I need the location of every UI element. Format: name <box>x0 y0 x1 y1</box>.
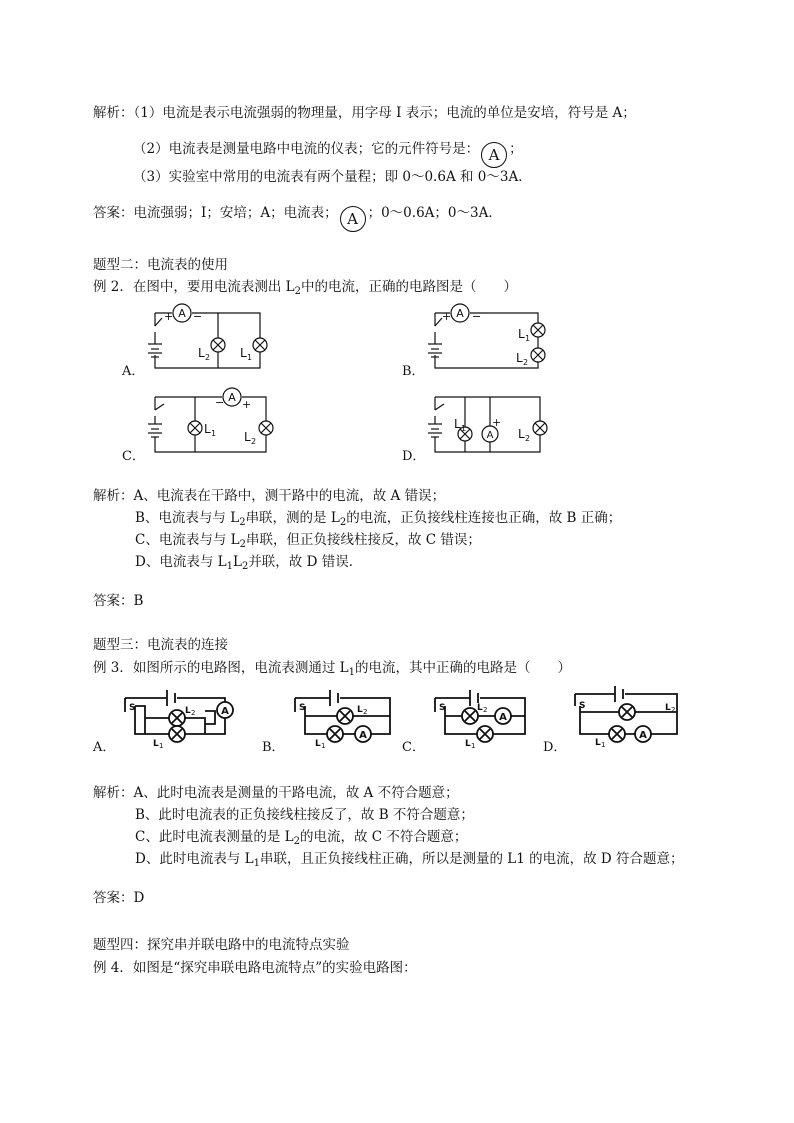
option3-d-label: D． <box>543 740 567 755</box>
svg-text:L: L <box>244 430 251 444</box>
svg-text:L: L <box>204 422 211 436</box>
option-b-label: B． <box>402 364 425 379</box>
svg-text:L: L <box>477 703 483 713</box>
svg-text:L: L <box>454 417 461 431</box>
svg-text:L: L <box>516 351 523 365</box>
svg-text:−: − <box>193 310 203 323</box>
option-d-label: D． <box>402 449 426 464</box>
svg-text:L: L <box>315 739 321 749</box>
circuit-3c <box>425 686 545 751</box>
svg-text:L: L <box>357 705 363 715</box>
svg-text:L: L <box>518 427 525 441</box>
circuit-2d <box>420 384 560 464</box>
section2-question: 例 2．在图中，要用电流表测出 $L_2$中的电流，正确的电路图是（ ） <box>93 279 518 297</box>
svg-text:L: L <box>465 739 471 749</box>
analysis3-line-a: 解析：A、此时电流表是测量的干路电流，故 A 不符合题意； <box>93 785 459 801</box>
svg-text:2: 2 <box>205 353 211 362</box>
answer1: 答案：电流强弱；I；安培；A；电流表； A ；0～0.6A；0～3A． <box>93 204 502 232</box>
option-c-label: C． <box>122 449 145 464</box>
circuit-2c <box>140 384 280 464</box>
analysis2-line-b: B、电流表与与 $L_2$串联，测的是 $L_2$的电流，正负接线柱连接也正确，故 B 正确； <box>135 510 622 528</box>
svg-text:2: 2 <box>671 706 676 714</box>
option-a-label: A． <box>122 364 145 379</box>
svg-text:S: S <box>299 703 306 713</box>
svg-text:2: 2 <box>523 358 529 367</box>
svg-text:1: 1 <box>601 741 606 749</box>
svg-text:+: + <box>442 310 452 323</box>
section3-title: 题型三：电流表的连接 <box>93 637 228 653</box>
svg-text:+: + <box>164 310 174 323</box>
section2-title: 题型二：电流表的使用 <box>93 257 228 273</box>
svg-text:1: 1 <box>471 742 476 750</box>
svg-text:A: A <box>178 307 186 320</box>
svg-text:−: − <box>472 310 482 323</box>
svg-text:A: A <box>221 706 229 717</box>
svg-text:1: 1 <box>461 424 467 433</box>
svg-text:A: A <box>456 307 464 320</box>
circuit-3d <box>565 682 690 747</box>
svg-text:A: A <box>499 712 507 723</box>
svg-text:S: S <box>439 703 446 713</box>
ammeter-symbol-icon: A <box>481 142 507 168</box>
svg-text:L: L <box>665 703 671 713</box>
svg-text:−: − <box>215 396 225 409</box>
svg-text:2: 2 <box>525 434 531 443</box>
circuit-2b <box>420 300 550 380</box>
svg-text:+: + <box>492 416 502 429</box>
svg-text:A: A <box>228 391 236 404</box>
section4-question: 例 4．如图是“探究串联电路电流特点”的实验电路图： <box>93 960 417 976</box>
circuit-3b <box>285 686 405 751</box>
analysis3-line-c: C、此时电流表测量的是 $L_2$的电流，故 C 不符合题意； <box>135 829 468 847</box>
analysis2-line-a: 解析：A、电流表在干路中，测干路中的电流，故 A 错误； <box>93 488 446 504</box>
option3-b-label: B． <box>262 740 285 755</box>
analysis2-line-d: D、电流表与 $L_1L_2$并联，故 D 错误． <box>135 554 363 572</box>
svg-text:1: 1 <box>321 742 326 750</box>
analysis2-line-c: C、电流表与与 $L_2$串联，但正负接线柱接反，故 C 错误； <box>135 532 481 550</box>
svg-text:2: 2 <box>251 437 257 446</box>
analysis3-line-b: B、此时电流表的正负接线柱接反了，故 B 不符合题意； <box>135 807 474 823</box>
answer3: 答案：D <box>93 890 145 906</box>
ammeter-symbol-icon: A <box>340 206 366 232</box>
svg-text:1: 1 <box>525 334 531 343</box>
svg-text:2: 2 <box>191 709 196 717</box>
svg-text:L: L <box>518 327 525 341</box>
answer2: 答案：B <box>93 593 144 609</box>
svg-text:2: 2 <box>483 706 488 714</box>
svg-text:+: + <box>242 398 252 411</box>
circuit-2a <box>140 300 270 380</box>
svg-text:L: L <box>240 346 247 360</box>
svg-text:1: 1 <box>159 742 164 750</box>
svg-text:1: 1 <box>211 429 217 438</box>
option3-a-label: A． <box>93 740 116 755</box>
section4-title: 题型四：探究串并联电路中的电流特点实验 <box>93 937 350 953</box>
option3-c-label: C． <box>402 740 425 755</box>
svg-text:2: 2 <box>363 708 368 716</box>
section3-question: 例 3．如图所示的电路图，电流表测通过 $L_1$的电流，其中正确的电路是（ ） <box>93 660 572 678</box>
analysis1-line1: 解析：（1）电流是表示电流强弱的物理量，用字母 I 表示；电流的单位是安培，符号是 A； <box>93 105 636 121</box>
analysis1-line3: （3）实验室中常用的电流表有两个量程；即 0～0.6A 和 0～3A． <box>133 169 532 185</box>
circuit-3a <box>115 686 245 751</box>
svg-text:L: L <box>595 738 601 748</box>
svg-text:L: L <box>185 706 191 716</box>
svg-text:A: A <box>359 730 367 741</box>
svg-text:A: A <box>639 730 647 741</box>
analysis3-line-d: D、此时电流表与 $L_1$串联，且正负接线柱正确，所以是测量的 L1 的电流，故 D 符合题意； <box>135 851 684 869</box>
analysis1-line2: （2）电流表是测量电路中电流的仪表；它的元件符号是： A ； <box>133 140 523 168</box>
svg-text:1: 1 <box>247 353 253 362</box>
svg-text:A: A <box>486 430 494 441</box>
svg-text:L: L <box>198 346 205 360</box>
svg-text:S: S <box>579 701 586 711</box>
svg-text:S: S <box>129 703 136 713</box>
svg-text:L: L <box>153 739 159 749</box>
